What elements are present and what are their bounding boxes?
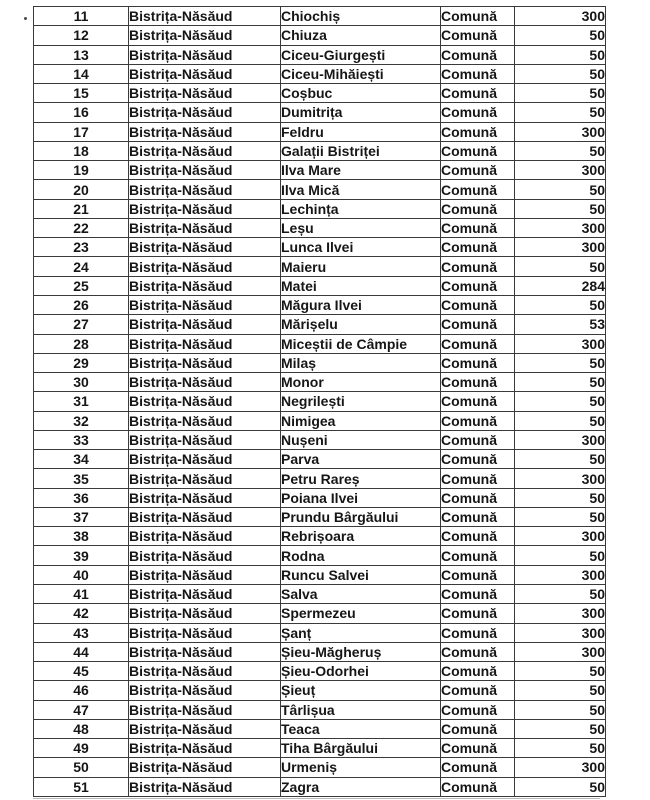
cell-value: 50: [515, 84, 606, 103]
table-row: [34, 719, 606, 738]
cell-county: Bistrița-Năsăud: [129, 392, 281, 411]
cell-locality: Târlișua: [281, 700, 441, 719]
cell-locality: Salva: [281, 584, 441, 603]
cell-value: 300: [515, 604, 606, 623]
cell-county: Bistrița-Năsăud: [129, 7, 281, 26]
cell-county: Bistrița-Năsăud: [129, 469, 281, 488]
cell-value: 50: [515, 700, 606, 719]
cell-value: 300: [515, 7, 606, 26]
table-row: [34, 430, 606, 449]
cell-row-number: 35: [34, 469, 129, 488]
cell-county: Bistrița-Năsăud: [129, 681, 281, 700]
cell-value: 300: [515, 623, 606, 642]
table-row: [34, 199, 606, 218]
cell-row-number: 26: [34, 295, 129, 314]
cell-locality: Nușeni: [281, 430, 441, 449]
cell-locality: Galații Bistriței: [281, 141, 441, 160]
cell-value: 50: [515, 392, 606, 411]
cell-county: Bistrița-Năsăud: [129, 373, 281, 392]
table-row: [34, 276, 606, 295]
cell-type: Comună: [441, 141, 515, 160]
cell-locality: Feldru: [281, 122, 441, 141]
cell-locality: Spermezeu: [281, 604, 441, 623]
table-row: [34, 777, 606, 796]
cell-locality: Lechința: [281, 199, 441, 218]
cell-type: Comună: [441, 26, 515, 45]
cell-type: Comună: [441, 604, 515, 623]
cell-locality: Chiochiș: [281, 7, 441, 26]
cell-value: 50: [515, 546, 606, 565]
cell-type: Comună: [441, 758, 515, 777]
cell-type: Comună: [441, 777, 515, 796]
cell-row-number: 45: [34, 662, 129, 681]
table-row: [34, 662, 606, 681]
cell-row-number: 19: [34, 161, 129, 180]
cell-locality: Lunca Ilvei: [281, 238, 441, 257]
cell-county: Bistrița-Năsăud: [129, 199, 281, 218]
cell-value: 50: [515, 507, 606, 526]
cell-row-number: 11: [34, 7, 129, 26]
cell-value: 50: [515, 257, 606, 276]
cell-county: Bistrița-Năsăud: [129, 103, 281, 122]
cell-row-number: 43: [34, 623, 129, 642]
cell-county: Bistrița-Năsăud: [129, 719, 281, 738]
cell-locality: Nimigea: [281, 411, 441, 430]
cell-row-number: 30: [34, 373, 129, 392]
table-row: [34, 392, 606, 411]
cell-type: Comună: [441, 507, 515, 526]
table-row: [34, 45, 606, 64]
cell-county: Bistrița-Năsăud: [129, 238, 281, 257]
cell-locality: Dumitrița: [281, 103, 441, 122]
cell-value: 50: [515, 295, 606, 314]
cell-type: Comună: [441, 315, 515, 334]
cell-locality: Coșbuc: [281, 84, 441, 103]
cell-row-number: 47: [34, 700, 129, 719]
cell-type: Comună: [441, 488, 515, 507]
table-row: [34, 681, 606, 700]
cell-type: Comună: [441, 527, 515, 546]
table-row: [34, 218, 606, 237]
cell-locality: Ciceu-Giurgești: [281, 45, 441, 64]
cell-value: 50: [515, 719, 606, 738]
cell-locality: Rodna: [281, 546, 441, 565]
cell-type: Comună: [441, 103, 515, 122]
cell-county: Bistrița-Năsăud: [129, 353, 281, 372]
cell-value: 50: [515, 64, 606, 83]
cell-row-number: 36: [34, 488, 129, 507]
cell-county: Bistrița-Năsăud: [129, 257, 281, 276]
cell-county: Bistrița-Năsăud: [129, 527, 281, 546]
table-row: [34, 469, 606, 488]
cell-type: Comună: [441, 295, 515, 314]
cell-locality: Urmeniș: [281, 758, 441, 777]
cell-row-number: 51: [34, 777, 129, 796]
cell-row-number: 41: [34, 584, 129, 603]
table-row: [34, 546, 606, 565]
cell-type: Comună: [441, 469, 515, 488]
cell-type: Comună: [441, 719, 515, 738]
cell-county: Bistrița-Năsăud: [129, 276, 281, 295]
cell-row-number: 46: [34, 681, 129, 700]
cell-locality: Rebrișoara: [281, 527, 441, 546]
cell-county: Bistrița-Năsăud: [129, 411, 281, 430]
cell-value: 50: [515, 373, 606, 392]
cell-county: Bistrița-Năsăud: [129, 295, 281, 314]
cell-value: 300: [515, 161, 606, 180]
cell-value: 50: [515, 141, 606, 160]
cell-type: Comună: [441, 739, 515, 758]
cell-county: Bistrița-Năsăud: [129, 141, 281, 160]
cell-row-number: 23: [34, 238, 129, 257]
cell-row-number: 29: [34, 353, 129, 372]
cell-locality: Teaca: [281, 719, 441, 738]
cell-county: Bistrița-Năsăud: [129, 161, 281, 180]
cell-row-number: 37: [34, 507, 129, 526]
cell-value: 300: [515, 565, 606, 584]
cell-row-number: 13: [34, 45, 129, 64]
cell-value: 300: [515, 334, 606, 353]
cell-row-number: 48: [34, 719, 129, 738]
cell-locality: Șieu-Odorhei: [281, 662, 441, 681]
cell-value: 50: [515, 180, 606, 199]
table-row: [34, 334, 606, 353]
table-row: [34, 64, 606, 83]
cell-type: Comună: [441, 276, 515, 295]
cell-type: Comună: [441, 700, 515, 719]
cell-county: Bistrița-Năsăud: [129, 584, 281, 603]
cell-type: Comună: [441, 623, 515, 642]
table-row: [34, 7, 606, 26]
cell-locality: Negrilești: [281, 392, 441, 411]
cell-row-number: 31: [34, 392, 129, 411]
cell-locality: Parva: [281, 450, 441, 469]
cell-locality: Prundu Bârgăului: [281, 507, 441, 526]
cell-type: Comună: [441, 411, 515, 430]
cell-row-number: 42: [34, 604, 129, 623]
table-row: [34, 122, 606, 141]
cell-county: Bistrița-Năsăud: [129, 546, 281, 565]
cell-row-number: 15: [34, 84, 129, 103]
cell-locality: Miceștii de Câmpie: [281, 334, 441, 353]
table-row: [34, 623, 606, 642]
cell-type: Comună: [441, 642, 515, 661]
cell-locality: Ilva Mică: [281, 180, 441, 199]
cell-type: Comună: [441, 161, 515, 180]
cell-row-number: 20: [34, 180, 129, 199]
table-row: [34, 739, 606, 758]
cell-value: 284: [515, 276, 606, 295]
scan-ghost-line: [33, 798, 600, 799]
cell-value: 300: [515, 218, 606, 237]
table-row: [34, 315, 606, 334]
cell-locality: Tiha Bârgăului: [281, 739, 441, 758]
cell-type: Comună: [441, 450, 515, 469]
cell-county: Bistrița-Năsăud: [129, 662, 281, 681]
table-row: [34, 161, 606, 180]
table-row: [34, 700, 606, 719]
cell-county: Bistrița-Năsăud: [129, 507, 281, 526]
cell-locality: Petru Rareș: [281, 469, 441, 488]
table-row: [34, 84, 606, 103]
table-row: [34, 257, 606, 276]
cell-row-number: 21: [34, 199, 129, 218]
cell-row-number: 14: [34, 64, 129, 83]
cell-row-number: 25: [34, 276, 129, 295]
table-row: [34, 353, 606, 372]
cell-locality: Milaș: [281, 353, 441, 372]
cell-type: Comună: [441, 373, 515, 392]
cell-type: Comună: [441, 64, 515, 83]
cell-county: Bistrița-Năsăud: [129, 315, 281, 334]
cell-value: 50: [515, 411, 606, 430]
cell-row-number: 12: [34, 26, 129, 45]
cell-value: 300: [515, 527, 606, 546]
table-row: [34, 238, 606, 257]
cell-value: 300: [515, 238, 606, 257]
cell-county: Bistrița-Năsăud: [129, 777, 281, 796]
cell-type: Comună: [441, 565, 515, 584]
table-row: [34, 507, 606, 526]
cell-county: Bistrița-Năsăud: [129, 218, 281, 237]
cell-value: 53: [515, 315, 606, 334]
table-row: [34, 604, 606, 623]
cell-type: Comună: [441, 662, 515, 681]
table-row: [34, 565, 606, 584]
cell-county: Bistrița-Năsăud: [129, 84, 281, 103]
cell-value: 50: [515, 681, 606, 700]
cell-value: 50: [515, 103, 606, 122]
table-row: [34, 488, 606, 507]
cell-locality: Matei: [281, 276, 441, 295]
cell-locality: Poiana Ilvei: [281, 488, 441, 507]
cell-county: Bistrița-Năsăud: [129, 488, 281, 507]
cell-county: Bistrița-Năsăud: [129, 180, 281, 199]
cell-county: Bistrița-Năsăud: [129, 700, 281, 719]
cell-value: 300: [515, 430, 606, 449]
cell-row-number: 40: [34, 565, 129, 584]
cell-value: 50: [515, 584, 606, 603]
cell-locality: Maieru: [281, 257, 441, 276]
cell-row-number: 28: [34, 334, 129, 353]
cell-type: Comună: [441, 238, 515, 257]
cell-row-number: 49: [34, 739, 129, 758]
cell-type: Comună: [441, 180, 515, 199]
cell-locality: Chiuza: [281, 26, 441, 45]
table-row: [34, 295, 606, 314]
cell-value: 300: [515, 758, 606, 777]
cell-row-number: 16: [34, 103, 129, 122]
cell-county: Bistrița-Năsăud: [129, 45, 281, 64]
cell-row-number: 44: [34, 642, 129, 661]
cell-row-number: 24: [34, 257, 129, 276]
cell-county: Bistrița-Năsăud: [129, 642, 281, 661]
cell-type: Comună: [441, 546, 515, 565]
table-row: [34, 373, 606, 392]
cell-county: Bistrița-Năsăud: [129, 64, 281, 83]
table-row: [34, 450, 606, 469]
table-row: [34, 758, 606, 777]
cell-value: 50: [515, 777, 606, 796]
cell-type: Comună: [441, 392, 515, 411]
table-body: [34, 7, 606, 797]
cell-locality: Șieuț: [281, 681, 441, 700]
cell-type: Comună: [441, 334, 515, 353]
cell-locality: Șieu-Măgheruș: [281, 642, 441, 661]
cell-row-number: 39: [34, 546, 129, 565]
cell-county: Bistrița-Năsăud: [129, 26, 281, 45]
table-row: [34, 141, 606, 160]
table-row: [34, 26, 606, 45]
cell-row-number: 22: [34, 218, 129, 237]
cell-value: 50: [515, 45, 606, 64]
cell-county: Bistrița-Năsăud: [129, 604, 281, 623]
cell-type: Comună: [441, 353, 515, 372]
cell-county: Bistrița-Năsăud: [129, 739, 281, 758]
cell-row-number: 17: [34, 122, 129, 141]
cell-locality: Mărișelu: [281, 315, 441, 334]
cell-county: Bistrița-Năsăud: [129, 623, 281, 642]
cell-type: Comună: [441, 122, 515, 141]
table-row: [34, 584, 606, 603]
cell-value: 50: [515, 488, 606, 507]
cell-row-number: 38: [34, 527, 129, 546]
cell-county: Bistrița-Năsăud: [129, 565, 281, 584]
scan-artifact-dot: [24, 17, 27, 20]
cell-type: Comună: [441, 218, 515, 237]
cell-county: Bistrița-Năsăud: [129, 450, 281, 469]
cell-type: Comună: [441, 681, 515, 700]
cell-row-number: 18: [34, 141, 129, 160]
cell-type: Comună: [441, 7, 515, 26]
cell-row-number: 27: [34, 315, 129, 334]
cell-value: 50: [515, 199, 606, 218]
cell-value: 50: [515, 739, 606, 758]
table-row: [34, 527, 606, 546]
cell-locality: Zagra: [281, 777, 441, 796]
cell-value: 50: [515, 450, 606, 469]
cell-row-number: 32: [34, 411, 129, 430]
cell-value: 50: [515, 662, 606, 681]
cell-row-number: 34: [34, 450, 129, 469]
table-row: [34, 411, 606, 430]
cell-county: Bistrița-Năsăud: [129, 122, 281, 141]
cell-locality: Ciceu-Mihăiești: [281, 64, 441, 83]
cell-type: Comună: [441, 199, 515, 218]
localities-table: [33, 6, 606, 797]
cell-locality: Ilva Mare: [281, 161, 441, 180]
cell-county: Bistrița-Năsăud: [129, 334, 281, 353]
cell-value: 300: [515, 469, 606, 488]
cell-row-number: 33: [34, 430, 129, 449]
cell-value: 50: [515, 353, 606, 372]
cell-type: Comună: [441, 430, 515, 449]
table-row: [34, 180, 606, 199]
cell-locality: Măgura Ilvei: [281, 295, 441, 314]
cell-county: Bistrița-Năsăud: [129, 430, 281, 449]
cell-locality: Runcu Salvei: [281, 565, 441, 584]
cell-type: Comună: [441, 584, 515, 603]
cell-locality: Șanț: [281, 623, 441, 642]
cell-value: 300: [515, 642, 606, 661]
table-row: [34, 642, 606, 661]
cell-type: Comună: [441, 45, 515, 64]
table-row: [34, 103, 606, 122]
cell-county: Bistrița-Năsăud: [129, 758, 281, 777]
cell-row-number: 50: [34, 758, 129, 777]
cell-type: Comună: [441, 84, 515, 103]
cell-type: Comună: [441, 257, 515, 276]
cell-locality: Leșu: [281, 218, 441, 237]
cell-locality: Monor: [281, 373, 441, 392]
cell-value: 50: [515, 26, 606, 45]
cell-value: 300: [515, 122, 606, 141]
